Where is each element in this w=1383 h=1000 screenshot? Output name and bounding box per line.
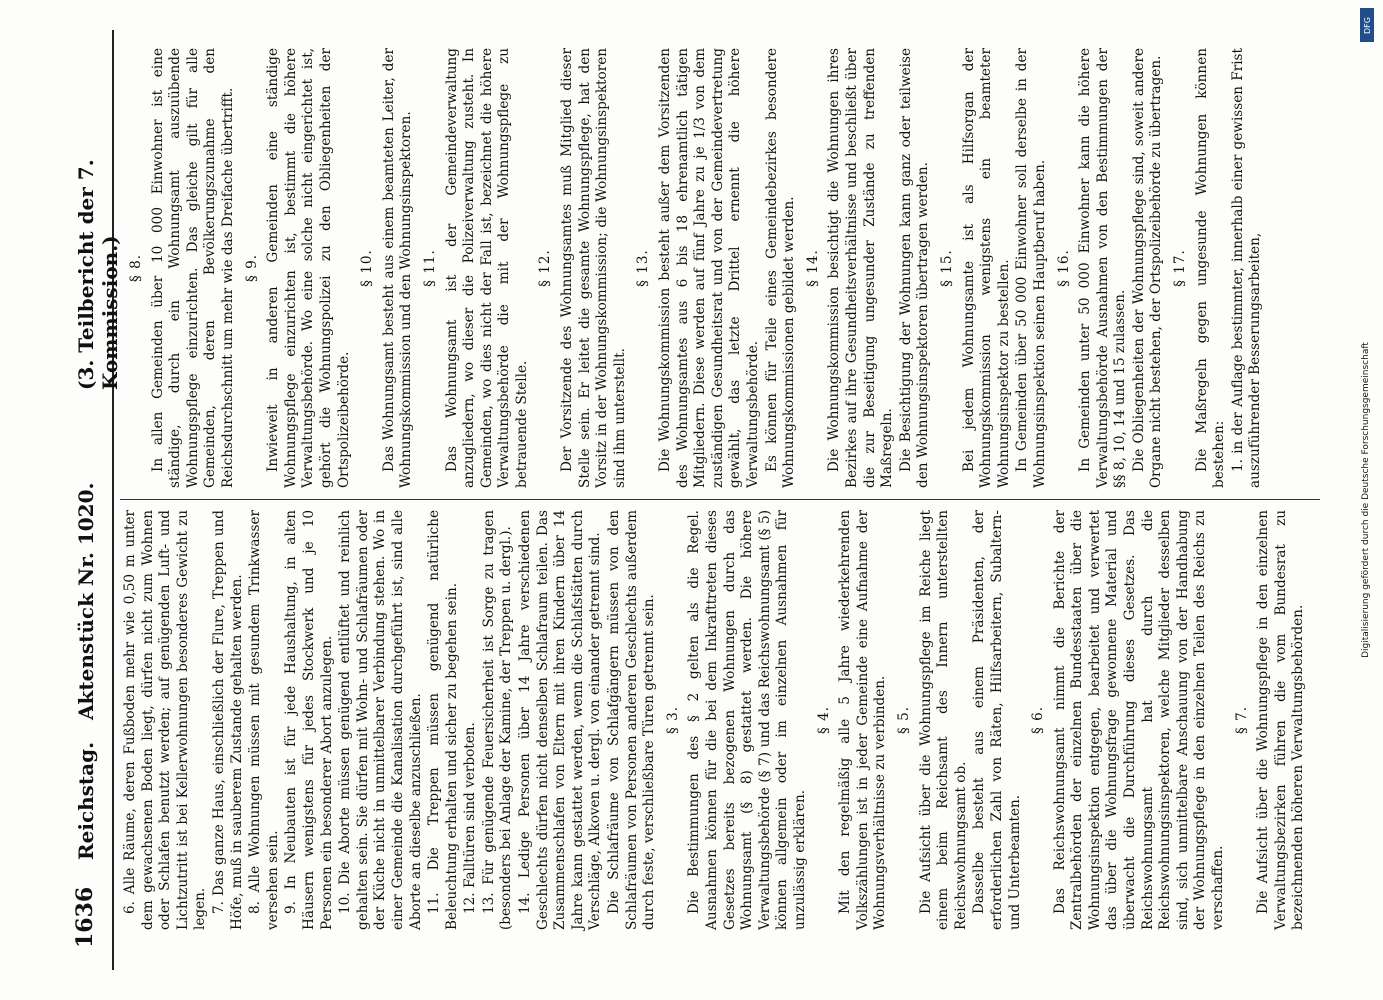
dfg-logo xyxy=(1360,8,1374,42)
section-heading: § 11. xyxy=(421,249,438,287)
section-heading: § 17. xyxy=(1172,249,1189,287)
paragraph: Es können für Teile eines Gemeindebezirkes besondere Wohnungskommissionen gebildet werden. xyxy=(763,48,798,488)
section-heading: § 12. xyxy=(537,249,554,287)
left-column xyxy=(122,510,1309,930)
paragraph: Die Aufsicht über die Wohnungspflege im Reiche liegt einem beim Reichsamt des Innern unterstellten Reichswohnungsamt ob. xyxy=(917,510,969,930)
section-heading: § 7. xyxy=(1233,705,1250,735)
paragraph: 1. in der Auflage bestimmter, innerhalb einer gewissen Frist auszuführender Besserungsarbeiten, xyxy=(1229,48,1264,488)
paragraph: Bei jedem Wohnungsamte ist als Hilfsorgan der Wohnungskommission wenigstens ein beamteter Wohnungsinspektor zu bestellen. xyxy=(960,48,1012,488)
paragraph: Der Vorsitzende des Wohnungsamtes muß Mitglied dieser Stelle sein. Er leitet die gesamte Wohnungspflege, hat den Vorsitz in der Wohnungskommission; die Wohnungsinspektoren sind ihm unterstellt. xyxy=(559,48,628,488)
paragraph: Die Aufsicht über die Wohnungspflege in den einzelnen Verwaltungsbezirken führen die vom Bundesrat zu bezeichnenden höheren Verwaltungsbehörden. xyxy=(1255,510,1307,930)
section-heading: § 14. xyxy=(804,249,821,287)
running-header xyxy=(62,30,122,970)
paragraph: Mit den regelmäßig alle 5 Jahre wiederkehrenden Volkszählungen ist in jeder Gemeinde eine Aufnahme der Wohnungsverhältnisse zu verbinden. xyxy=(837,510,889,930)
paragraph: Das Wohnungsamt ist der Gemeindeverwaltung anzugliedern, wo dieser die Polizeiverwaltung zusteht. In Gemeinden, wo dies nicht der Fall ist, bezeichnet die höhere Verwaltungsbehörde die mit der Wohnungspflege zu betrauende Stelle. xyxy=(443,48,530,488)
paragraph: 7. Das ganze Haus, einschließlich der Flure, Treppen und Höfe, muß in sauberem Zustande gehalten werden. xyxy=(210,510,245,930)
paragraph: Dasselbe besteht aus einem Präsidenten, der erforderlichen Zahl von Räten, Hilfsarbeitern, Subaltern- und Unterbeamten. xyxy=(971,510,1023,930)
paragraph: 10. Die Aborte müssen genügend entlüftet und reinlich gehalten sein. Sie dürfen mit Wohn- und Schlafräumen oder der Küche nicht in unmittelbarer Verbindung stehen. Wo in einer Gemeinde die Kanalisation durchgeführt ist, sind alle Aborte an dieselbe anzuschließen. xyxy=(337,510,424,930)
paragraph: Die Maßregeln gegen ungesunde Wohnungen können bestehen: xyxy=(1193,48,1228,488)
paragraph: Das Reichswohnungsamt nimmt die Berichte der Zentralbehörden der einzelnen Bundesstaaten über die Wohnungsinspektion entgegen, bearbeitet und verwertet das über die Wohnungsfrage gewonnene Material und überwacht die Durchführung dieses Gesetzes. Das Reichswohnungsamt hat durch die Reichswohnungsinspektoren, welche Mitglieder desselben sind, sich unmittelbare Anschauung von der Handhabung der Wohnungspflege in den einzelnen Teilen des Reichs zu verschaffen. xyxy=(1051,510,1227,930)
paragraph: In Gemeinden unter 50 000 Einwohner kann die höhere Verwaltungsbehörde Ausnahmen von den Bestimmungen der §§ 8, 10, 14 und 15 zulassen. xyxy=(1077,48,1129,488)
paragraph: In allen Gemeinden über 10 000 Einwohner ist eine ständige, durch ein Wohnungsamt auszuübende Wohnungspflege einzurichten. Das gleiche gilt für alle Gemeinden, deren Bevölkerungszunahme den Reichsdurchschnitt um mehr wie das Dreifache übertrifft. xyxy=(149,48,236,488)
paragraph: 12. Falltüren sind verboten. xyxy=(462,722,479,914)
section-heading: § 16. xyxy=(1055,249,1072,287)
paragraph: 14. Ledige Personen über 14 Jahre verschiedenen Geschlechts dürfen nicht denselben Schlafraum teilen. Das Zusammenschlafen von Eltern mit ihren Kindern über 14 Jahre kann gestattet werden, wenn die Schlafstätten durch Verschläge, Alkoven u. dergl. von einander getrennt sind. xyxy=(517,510,604,930)
paragraph: 13. Für genügende Feuersicherheit ist Sorge zu tragen (besonders bei Anlage der Kamine, der Treppen u. dergl.). xyxy=(480,510,515,930)
section-heading: § 5. xyxy=(895,705,912,735)
paragraph: In Gemeinden über 50 000 Einwohner soll derselbe in der Wohnungsinspektion seinen Hauptberuf haben. xyxy=(1014,48,1048,488)
paragraph: 6. Alle Räume, deren Fußboden mehr wie 0,50 m unter dem gewachsenen Boden liegt, dürfen nicht zum Wohnen oder Schlafen benutzt werden; auf genügenden Luft- und Lichtzutritt ist bei Kellerwohnungen besonderes Gewicht zu legen. xyxy=(122,510,209,930)
paragraph: Die Bestimmungen des § 2 gelten als die Regel. Ausnahmen können für die bei dem Inkrafttreten dieses Gesetzes bereits bezogenen Wohnungen durch das Wohnungsamt (§ 8) gestattet werden. Die höhere Verwaltungsbehörde (§ 7) und das Reichswohnungsamt (§ 5) können allgemein oder im einzelnen Ausnahmen für unzulässig erklären. xyxy=(686,510,808,930)
paragraph: Die Wohnungskommission besteht außer dem Vorsitzenden des Wohnungsamtes aus 6 bis 18 ehrenamtlich tätigen Mitgliedern. Diese werden auf fünf Jahre zu je 1/3 von dem zuständigen Gesundheitsrat und von der Gemeindevertretung gewählt, das letzte Drittel ernennt die höhere Verwaltungsbehörde. xyxy=(657,48,761,488)
paragraph: Die Schlafräume von Schlafgängern müssen von den Schlafräumen von Personen anderen Geschlechts außerdem durch feste, verschließbare Türen getrennt sein. xyxy=(606,510,658,930)
section-heading: § 3. xyxy=(664,705,681,735)
section-heading: § 10. xyxy=(359,249,376,287)
section-heading: § 9. xyxy=(243,253,260,283)
paragraph: 8. Alle Wohnungen müssen mit gesundem Trinkwasser versehen sein. xyxy=(247,510,281,930)
paragraph: 9. In Neubauten ist für jede Haushaltung, in alten Häusern wenigstens für jedes Stockwerk und je 10 Personen ein besonderer Abort anzulegen. xyxy=(283,510,335,930)
paragraph: Die Obliegenheiten der Wohnungspflege sind, soweit andere Organe nicht bestehen, der Ortspolizeibehörde zu übertragen. xyxy=(1130,48,1165,488)
header-middle: Aktenstück Nr. 1020. xyxy=(74,482,98,720)
section-heading: § 15. xyxy=(938,249,955,287)
section-heading: § 6. xyxy=(1030,705,1047,735)
section-heading: § 4. xyxy=(815,705,832,735)
right-column xyxy=(122,48,1266,488)
dfg-logo-text: DFG xyxy=(1362,16,1372,34)
header-left: Reichstag. xyxy=(74,741,98,860)
paragraph: 11. Die Treppen müssen genügend natürliche Beleuchtung erhalten und sicher zu begehen sein. xyxy=(426,510,460,930)
paragraph: Inwieweit in anderen Gemeinden eine ständige Wohnungspflege einzurichten ist, bestimmt die höhere Verwaltungsbehörde. Wo eine solche nicht eingerichtet ist, gehört die Wohnungspolizei zu den Obliegenheiten der Ortspolizeibehörde. xyxy=(265,48,352,488)
paragraph: Die Besichtigung der Wohnungen kann ganz oder teilweise den Wohnungsinspektoren übertragen werden. xyxy=(897,48,932,488)
paragraph: Das Wohnungsamt besteht aus einem beamteten Leiter, der Wohnungskommission und den Wohnungsinspektoren. xyxy=(380,48,415,488)
section-heading: § 8. xyxy=(128,253,144,283)
paragraph: Die Wohnungskommission besichtigt die Wohnungen ihres Bezirkes auf ihre Gesundheitsverhältnisse und beschließt über die zur Beseitigung ungesunder Zustände zu treffenden Maßregeln. xyxy=(826,48,896,488)
page-number: 1636 xyxy=(72,886,98,948)
header-right: (3. Teilbericht der 7. Kommission.) xyxy=(74,159,122,390)
section-heading: § 13. xyxy=(635,249,652,287)
column-divider xyxy=(120,499,1320,500)
digitization-note: Digitalisierung gefördert durch die Deutsche Forschungsgemeinschaft xyxy=(1361,342,1371,658)
